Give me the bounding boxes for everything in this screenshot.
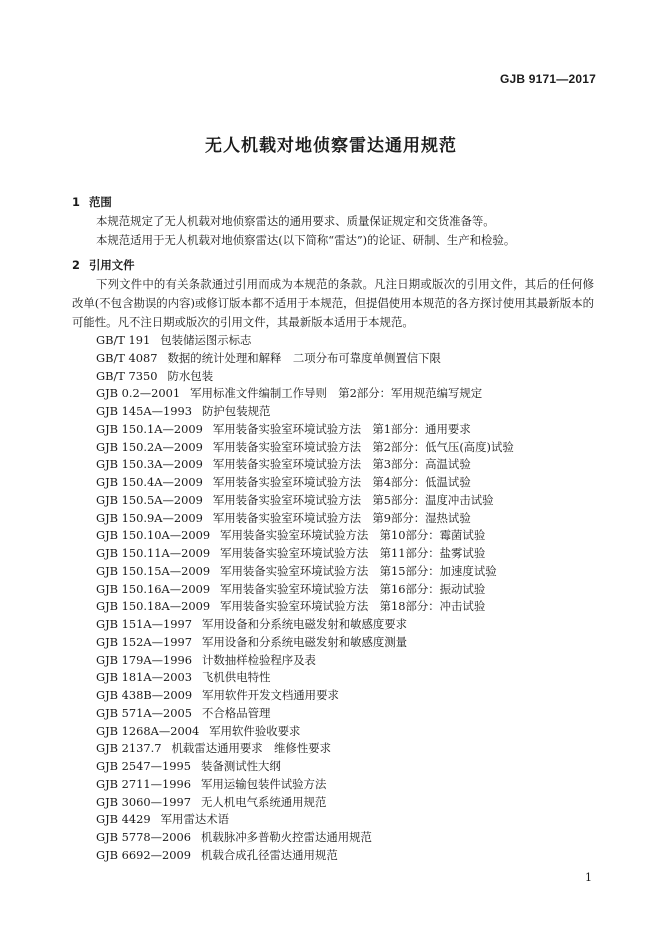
- section-2-intro: 下列文件中的有关条款通过引用而成为本规范的条款。凡注日期或版次的引用文件，其后的任何修改单(不包含勘误的内容)或修订版本都不适用于本规范，但提倡使用本规范的各方探讨使用其最新版本的可能性。凡不注日期或版次的引用文件，其最新版本适用于本规范。: [72, 277, 594, 329]
- reference-title: 军用装备实验室环境试验方法 第4部分：低温试验: [212, 475, 471, 489]
- reference-code: GJB 6692—2009: [96, 847, 192, 862]
- reference-item: [72, 421, 594, 439]
- reference-item: [72, 332, 594, 350]
- reference-code: GJB 150.18A—2009: [96, 599, 211, 614]
- reference-title: 军用装备实验室环境试验方法 第5部分：温度冲击试验: [212, 492, 494, 507]
- reference-title: 军用设备和分系统电磁发射和敏感度测量: [202, 634, 408, 649]
- reference-code: GJB 3060—1997: [96, 794, 192, 809]
- reference-code: GB/T 7350: [96, 368, 158, 383]
- reference-item: [72, 492, 594, 510]
- section-2-title: 引用文件: [89, 258, 135, 272]
- reference-code: GJB 150.15A—2009: [96, 563, 211, 578]
- reference-title: 机载脉冲多普勒火控雷达通用规范: [201, 830, 372, 844]
- reference-code: GJB 150.3A—2009: [96, 457, 203, 472]
- reference-code: GJB 150.10A—2009: [96, 528, 211, 543]
- section-1-paragraph-2: 本规范适用于无人机载对地侦察雷达(以下简称“雷达”)的论证、研制、生产和检验。: [96, 233, 516, 247]
- reference-title: 不合格品管理: [202, 705, 271, 720]
- section-2-heading: [72, 255, 594, 275]
- reference-code: GJB 150.4A—2009: [96, 475, 203, 489]
- reference-item: [72, 368, 594, 386]
- reference-title: 军用装备实验室环境试验方法 第10部分：霉菌试验: [220, 528, 486, 543]
- reference-code: GJB 2137.7: [96, 741, 162, 756]
- reference-title: 装备测试性大纲: [201, 759, 281, 773]
- reference-item: [72, 350, 594, 368]
- reference-title: 军用装备实验室环境试验方法 第2部分：低气压(高度)试验: [212, 439, 514, 454]
- section-1-title: 范围: [89, 195, 112, 209]
- reference-title: 计数抽样检验程序及表: [202, 652, 316, 667]
- reference-item: [72, 652, 594, 670]
- reference-item: [72, 527, 594, 545]
- reference-item: [72, 634, 594, 652]
- reference-item: [72, 811, 594, 829]
- reference-item: [72, 829, 594, 847]
- reference-code: GB/T 191: [96, 333, 151, 347]
- document-body: [72, 192, 594, 865]
- reference-code: GJB 179A—1996: [96, 652, 193, 667]
- reference-code: GJB 1268A—2004: [96, 723, 200, 738]
- reference-item: [72, 687, 594, 705]
- reference-title: 机载雷达通用要求 维修性要求: [171, 741, 331, 756]
- reference-item: [72, 563, 594, 581]
- reference-item: [72, 510, 594, 528]
- section-1-heading: [72, 192, 594, 212]
- reference-title: 军用运输包装件试验方法: [201, 776, 327, 791]
- reference-title: 军用装备实验室环境试验方法 第9部分：湿热试验: [212, 510, 471, 525]
- reference-code: GJB 2711—1996: [96, 776, 192, 791]
- section-1-number: 1: [72, 195, 80, 209]
- reference-item: [72, 740, 594, 758]
- reference-item: [72, 758, 594, 776]
- reference-code: GJB 4429: [96, 812, 151, 827]
- reference-item: [72, 794, 594, 812]
- reference-code: GJB 150.1A—2009: [96, 421, 203, 436]
- reference-item: [72, 385, 594, 403]
- reference-list: [72, 332, 594, 865]
- reference-code: GJB 145A—1993: [96, 404, 193, 418]
- reference-code: GJB 150.5A—2009: [96, 492, 203, 507]
- section-1-paragraph-1: 本规范规定了无人机载对地侦察雷达的通用要求、质量保证规定和交货准备等。: [96, 214, 495, 228]
- reference-title: 军用装备实验室环境试验方法 第11部分：盐雾试验: [220, 546, 486, 560]
- reference-title: 防水包装: [167, 368, 214, 383]
- reference-code: GJB 150.11A—2009: [96, 546, 211, 560]
- reference-item: [72, 776, 594, 794]
- reference-code: GJB 181A—2003: [96, 670, 193, 685]
- reference-title: 数据的统计处理和解释 二项分布可靠度单侧置信下限: [167, 350, 441, 365]
- reference-title: 军用装备实验室环境试验方法 第3部分：高温试验: [212, 457, 471, 472]
- reference-title: 军用软件验收要求: [209, 723, 301, 738]
- reference-item: [72, 598, 594, 616]
- section-2-number: 2: [72, 258, 80, 272]
- standard-number: GJB 9171—2017: [500, 72, 596, 86]
- reference-item: [72, 545, 594, 563]
- reference-code: GJB 150.16A—2009: [96, 581, 211, 596]
- reference-code: GJB 150.9A—2009: [96, 510, 203, 525]
- reference-item: [72, 439, 594, 457]
- reference-title: 军用设备和分系统电磁发射和敏感度要求: [202, 617, 408, 631]
- reference-title: 包装储运图示标志: [160, 333, 252, 347]
- reference-title: 机载合成孔径雷达通用规范: [201, 847, 338, 862]
- reference-item: [72, 723, 594, 741]
- reference-title: 军用装备实验室环境试验方法 第15部分：加速度试验: [220, 563, 497, 578]
- reference-item: [72, 403, 594, 421]
- reference-code: GJB 150.2A—2009: [96, 439, 203, 454]
- reference-title: 军用软件开发文档通用要求: [202, 688, 339, 702]
- reference-code: GB/T 4087: [96, 350, 158, 365]
- document-title: 无人机载对地侦察雷达通用规范: [205, 136, 457, 156]
- reference-item: [72, 847, 594, 865]
- reference-title: 军用标准文件编制工作导则 第2部分：军用规范编写规定: [190, 386, 483, 401]
- reference-item: [72, 669, 594, 687]
- reference-code: GJB 151A—1997: [96, 617, 193, 631]
- reference-title: 飞机供电特性: [202, 670, 271, 685]
- reference-item: [72, 705, 594, 723]
- reference-code: GJB 0.2—2001: [96, 386, 181, 401]
- reference-title: 军用装备实验室环境试验方法 第16部分：振动试验: [220, 581, 486, 596]
- reference-title: 军用装备实验室环境试验方法 第1部分：通用要求: [212, 421, 471, 436]
- reference-title: 军用雷达术语: [160, 812, 230, 827]
- reference-title: 无人机电气系统通用规范: [201, 794, 327, 809]
- reference-code: GJB 571A—2005: [96, 705, 193, 720]
- reference-code: GJB 438B—2009: [96, 688, 193, 702]
- reference-item: [72, 474, 594, 492]
- reference-code: GJB 2547—1995: [96, 759, 192, 773]
- reference-code: GJB 5778—2006: [96, 830, 192, 844]
- reference-title: 防护包装规范: [202, 404, 271, 418]
- page-number: 1: [585, 871, 592, 884]
- reference-code: GJB 152A—1997: [96, 634, 193, 649]
- reference-item: [72, 616, 594, 634]
- reference-item: [72, 456, 594, 474]
- reference-title: 军用装备实验室环境试验方法 第18部分：冲击试验: [220, 599, 486, 614]
- reference-item: [72, 581, 594, 599]
